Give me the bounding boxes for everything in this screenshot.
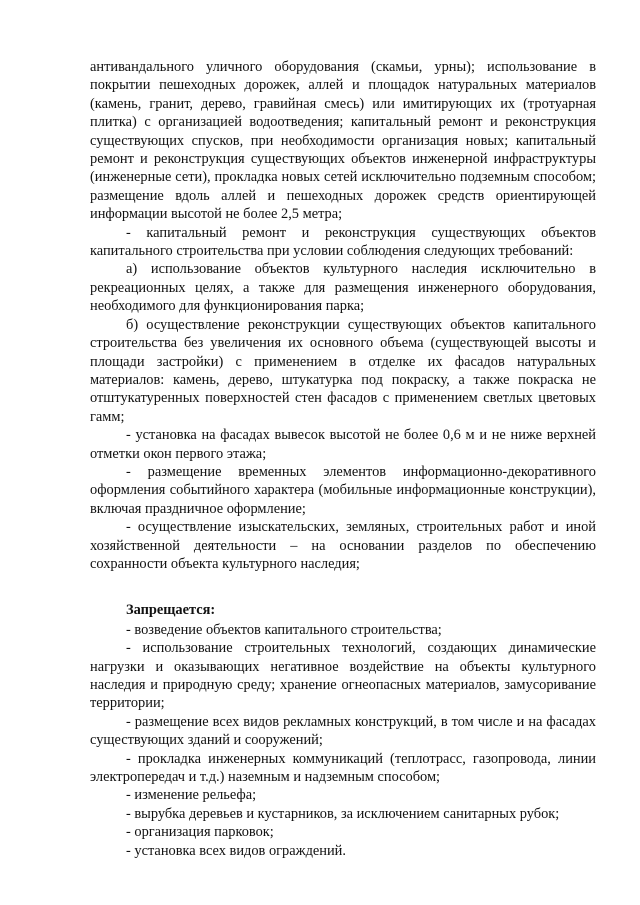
prohibited-item: - вырубка деревьев и кустарников, за исключением санитарных рубок; [126,805,560,822]
paragraph-survey-works: - осуществление изыскательских, земляных, строительных работ и иной хозяйственной деятельности – на основании разделов по обеспечению сохранности объекта культурного наследия; [90,519,596,572]
paragraph-temporary-decor: - размещение временных элементов информационно-декоративного оформления событийного характера (мобильные информационные конструкции), включая праздничное оформление; [90,463,596,517]
prohibited-item: - возведение объектов капитального строительства; [126,621,442,638]
prohibited-item: - размещение всех видов рекламных конструкций, в том числе и на фасадах существующих зданий и сооружений; [90,713,596,749]
paragraph-signage: - установка на фасадах вывесок высотой не более 0,6 м и не ниже верхней отметки окон первого этажа; [90,427,596,462]
prohibited-item: - использование строительных технологий, создающих динамические нагрузки и оказывающих негативное воздействие на объекты культурного наследия и природную среду; хранение огнеопасных материалов, замусоривание территории; [90,640,596,712]
paragraph-requirement-a: а) использование объектов культурного наследия исключительно в рекреационных целях, а также для размещения инженерного оборудования, необходимого для функционирования парка; [90,261,596,315]
document-page [90,58,596,860]
paragraph-capital-repair: - капитальный ремонт и реконструкция существующих объектов капитального строительства при условии соблюдения следующих требований: [90,224,596,260]
section-spacer [90,573,596,601]
paragraph-requirement-b: б) осуществление реконструкции существующих объектов капитального строительства без увеличения их основного объема (существующей высоты и площади застройки) с применением в отделке их фасадов натуральных материалов: камень, дерево, штукатурка под покраску, а также покраска не отштукатуренных поверхностей стен фасадов с применением светлых цветовых гамм; [90,316,596,425]
prohibited-item: - организация парковок; [126,824,274,841]
prohibited-item: - прокладка инженерных коммуникаций (теплотрасс, газопровода, линии электропередач и т.д.) наземным и надземным способом; [90,750,596,786]
prohibited-item: - установка всех видов ограждений. [126,842,346,859]
paragraph-street-furniture: антивандального уличного оборудования (скамьи, урны); использование в покрытии пешеходных дорожек, аллей и площадок натуральных материалов (камень, гранит, дерево, гравийная смесь) или имитирующих их (тротуарная плитка) с организацией водоотведения; капитальный ремонт и реконструкция существующих спусков, при необходимости организация новых; капитальный ремонт и реконструкция существующих объектов инженерной инфраструктуры (инженерные сети), прокладка новых сетей исключительно подземным способом; размещение вдоль аллей и пешеходных дорожек средств ориентирующей информации высотой не более 2,5 метра; [90,59,596,223]
prohibited-item: - изменение рельефа; [126,787,257,804]
prohibited-heading: Запрещается: [126,602,216,619]
